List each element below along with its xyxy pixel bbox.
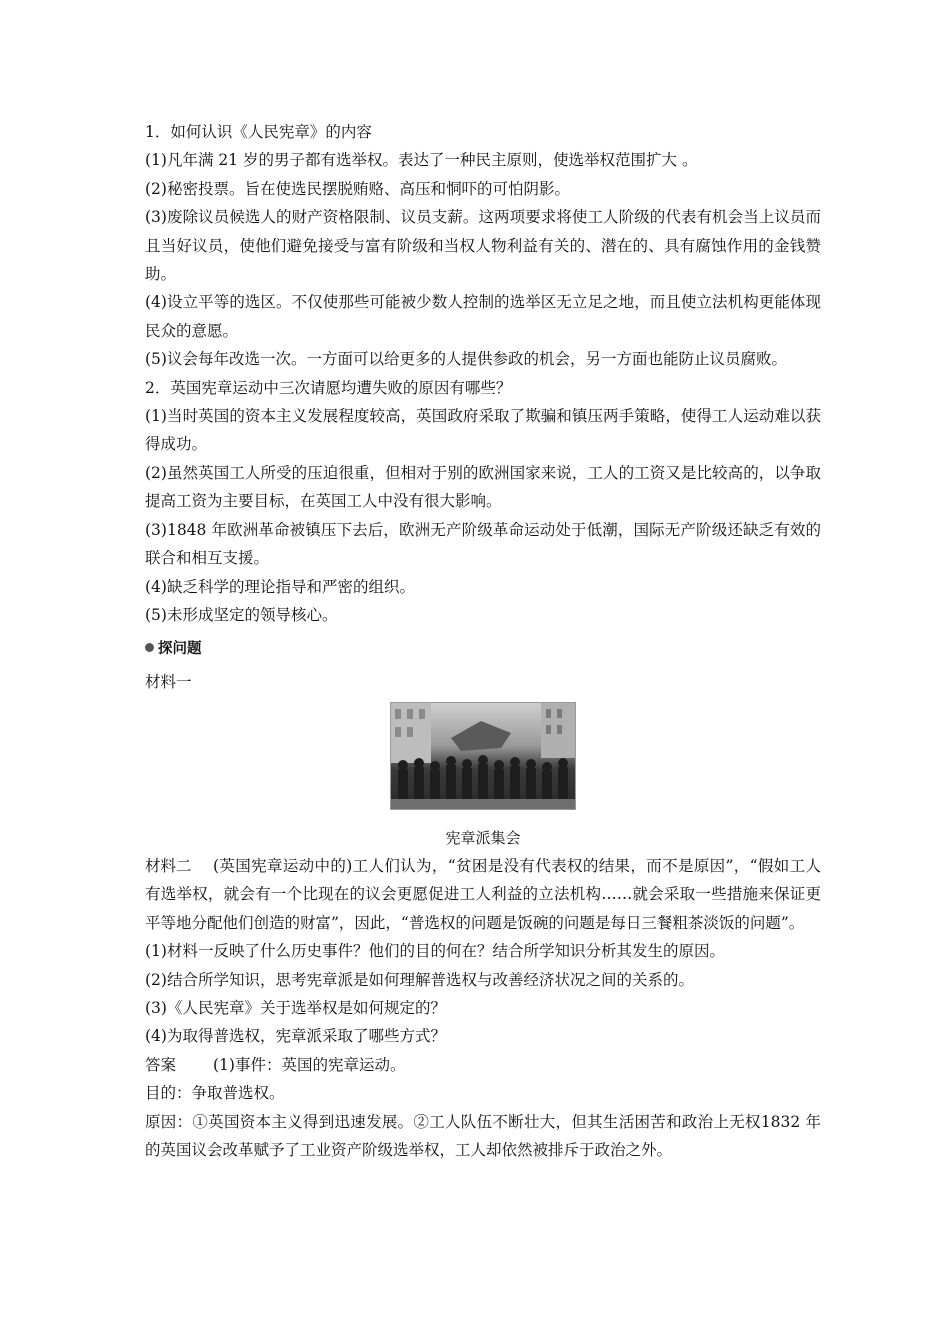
sub-question-2: (2)结合所学知识，思考宪章派是如何理解普选权与改善经济状况之间的关系的。 [145,970,694,989]
answer-label: 答案 [145,1055,177,1074]
chartist-rally-image [390,702,576,810]
document-body [145,118,821,1164]
q1-item-1: (1)凡年满 21 岁的男子都有选举权。表达了一种民主原则，使选举权范围扩大 。 [145,151,698,170]
material-2 [145,852,821,937]
material-2-text: (英国宪章运动中的)工人们认为，“贫困是没有代表权的结果，而不是原因”，“假如工人有选举权，就会有一个比现在的议会更愿促进工人利益的立法机构……就会采取一些措施来保证更平等地分配他们创造的财富”，因此，“普选权的问题是饭碗的问题是每日三餐粗茶淡饭的问题”。 [145,856,821,932]
q2-item-2: (2)虽然英国工人所受的压迫很重，但相对于别的欧洲国家来说，工人的工资又是比较高的，以争取提高工资为主要目标，在英国工人中没有很大影响。 [145,463,821,511]
material-2-label: 材料二 [145,856,192,875]
sub-question-1: (1)材料一反映了什么历史事件？他们的目的何在？结合所学知识分析其发生的原因。 [145,942,725,961]
answer-line [145,1051,821,1079]
answer-event: (1)事件：英国的宪章运动。 [213,1055,406,1074]
answer-purpose: 目的：争取普选权。 [145,1084,285,1103]
section-heading [145,635,821,663]
figure-caption: 宪章派集会 [445,828,521,847]
sub-question-3: (3)《人民宪章》关于选举权是如何规定的？ [145,998,446,1017]
bullet-icon [145,643,154,652]
material-1-label: 材料一 [145,672,192,691]
section-title: 探问题 [158,641,202,658]
question-1-title: 1．如何认识《人民宪章》的内容 [145,123,372,141]
q2-item-3: (3)1848 年欧洲革命被镇压下去后，欧洲无产阶级革命运动处于低潮，国际无产阶级还缺乏有效的联合和相互支援。 [145,520,821,568]
q1-item-3: (3)废除议员候选人的财产资格限制、议员支薪。这两项要求将使工人阶级的代表有机会当上议员而且当好议员，使他们避免接受与富有阶级和当权人物利益有关的、潜在的、具有腐蚀作用的金钱赞助。 [145,208,821,284]
q1-item-5: (5)议会每年改选一次。一方面可以给更多的人提供参政的机会，另一方面也能防止议员腐败。 [145,350,787,369]
q1-item-4: (4)设立平等的选区。不仅使那些可能被少数人控制的选举区无立足之地，而且使立法机构更能体现民众的意愿。 [145,293,821,340]
q2-item-4: (4)缺乏科学的理论指导和严密的组织。 [145,577,415,596]
q2-item-1: (1)当时英国的资本主义发展程度较高，英国政府采取了欺骗和镇压两手策略，使得工人运动难以获得成功。 [145,407,821,454]
q2-item-5: (5)未形成坚定的领导核心。 [145,605,338,624]
sub-question-4: (4)为取得普选权，宪章派采取了哪些方式？ [145,1027,446,1046]
figure [145,702,821,852]
question-2-title: 2．英国宪章运动中三次请愿均遭失败的原因有哪些？ [145,378,512,397]
answer-reason: 原因：①英国资本主义得到迅速发展。②工人队伍不断壮大，但其生活困苦和政治上无权1832 年的英国议会改革赋予了工业资产阶级选举权，工人却依然被排斥于政治之外。 [145,1112,821,1159]
q1-item-2: (2)秘密投票。旨在使选民摆脱贿赂、高压和恫吓的可怕阴影。 [145,179,570,198]
